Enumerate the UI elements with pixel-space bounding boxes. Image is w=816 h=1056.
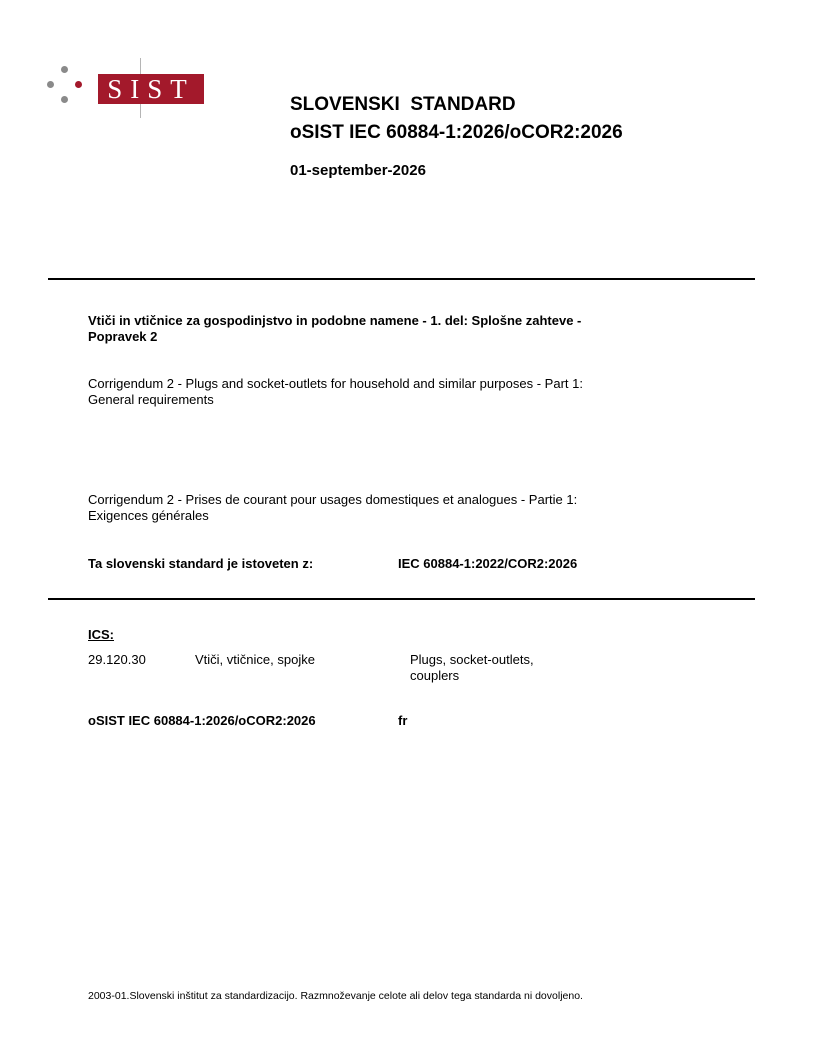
standard-code: oSIST IEC 60884-1:2026/oCOR2:2026 <box>290 122 623 143</box>
logo-dots <box>47 66 87 110</box>
title-slovene-line1: Vtiči in vtičnice za gospodinjstvo in podobne namene - 1. del: Splošne zahteve - <box>88 313 582 328</box>
logo-dot-red <box>75 81 82 88</box>
title-french-line1: Corrigendum 2 - Prises de courant pour usages domestiques et analogues - Partie 1: <box>88 492 578 507</box>
publication-date: 01-september-2026 <box>290 162 426 179</box>
standard-type: SLOVENSKI STANDARD <box>290 94 516 115</box>
ics-english <box>410 652 534 684</box>
ics-english-line1: Plugs, socket-outlets, <box>410 652 534 667</box>
title-slovene-line2: Popravek 2 <box>88 329 158 344</box>
identity-value: IEC 60884-1:2022/COR2:2026 <box>398 556 578 571</box>
copyright-footer: 2003-01.Slovenski inštitut za standardizacijo. Razmnoževanje celote ali delov tega standarda ni dovoljeno. <box>88 990 583 1002</box>
identity-label: Ta slovenski standard je istoveten z: <box>88 556 314 571</box>
title-slovene <box>88 313 728 345</box>
logo-dot <box>61 96 68 103</box>
ics-code: 29.120.30 <box>88 652 146 667</box>
ics-heading: ICS: <box>88 627 114 642</box>
ics-english-line2: couplers <box>410 668 460 683</box>
ics-slovene: Vtiči, vtičnice, spojke <box>195 652 315 667</box>
sist-logo: SIST <box>98 74 204 104</box>
divider-bottom <box>48 598 755 600</box>
logo-dot <box>61 66 68 73</box>
title-english <box>88 376 728 408</box>
title-english-line2: General requirements <box>88 392 214 407</box>
document-language: fr <box>398 713 408 728</box>
title-french-line2: Exigences générales <box>88 508 209 523</box>
divider-top <box>48 278 755 280</box>
title-french <box>88 492 728 524</box>
title-english-line1: Corrigendum 2 - Plugs and socket-outlets for household and similar purposes - Part 1: <box>88 376 583 391</box>
document-code: oSIST IEC 60884-1:2026/oCOR2:2026 <box>88 713 316 728</box>
logo-dot <box>47 81 54 88</box>
